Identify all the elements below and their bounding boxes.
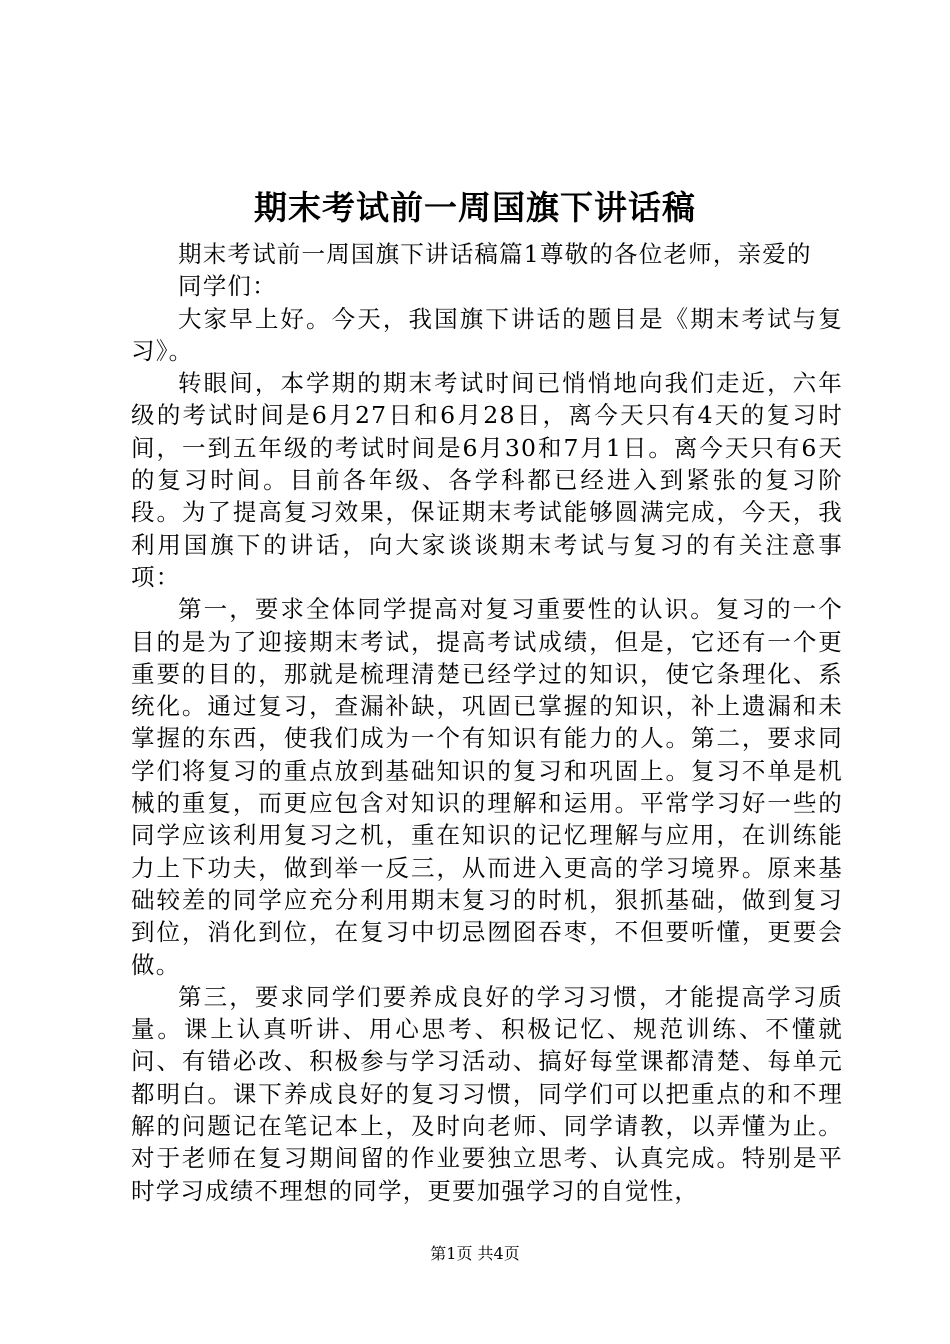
document-title: 期末考试前一周国旗下讲话稿 (254, 188, 696, 227)
paragraph-point-three: 第三，要求同学们要养成良好的学习习惯，才能提高学习质量。课上认真听讲、用心思考、积极记忆、规范训练、不懂就问、有错必改、积极参与学习活动、搞好每堂课都清楚、每单元都明白。课下养成良好的复习习惯，同学们可以把重点的和不理解的问题记在笔记本上，及时向老师、同学请教，以弄懂为止。对于老师在复习期间留的作业要独立思考、认真完成。特别是平时学习成绩不理想的同学，更要加强学习的自觉性， (131, 982, 843, 1205)
document-body (131, 238, 843, 1207)
paragraph-exam-schedule: 转眼间，本学期的期末考试时间已悄悄地向我们走近，六年级的考试时间是6月27日和6月28日，离今天只有4天的复习时间，一到五年级的考试时间是6月30和7月1日。离今天只有6天的复习时间。目前各年级、各学科都已经进入到紧张的复习阶段。为了提高复习效果，保证期末考试能够圆满完成，今天，我利用国旗下的讲话，向大家谈谈期末考试与复习的有关注意事项： (131, 369, 843, 591)
paragraph-intro: 期末考试前一周国旗下讲话稿篇1尊敬的各位老师，亲爱的 (178, 240, 812, 268)
paragraph-greeting: 同学们： (178, 272, 277, 301)
page-number-footer: 第1页 共4页 (430, 1244, 520, 1263)
paragraph-topic: 大家早上好。今天，我国旗下讲话的题目是《期末考试与复习》。 (131, 304, 843, 365)
paragraph-point-one-two: 第一，要求全体同学提高对复习重要性的认识。复习的一个目的是为了迎接期末考试，提高考试成绩，但是，它还有一个更重要的目的，那就是梳理清楚已经学过的知识，使它条理化、系统化。通过复习，查漏补缺，巩固已掌握的知识，补上遗漏和未掌握的东西，使我们成为一个有知识有能力的人。第二，要求同学们将复习的重点放到基础知识的复习和巩固上。复习不单是机械的重复，而更应包含对知识的理解和运用。平常学习好一些的同学应该利用复习之机，重在知识的记忆理解与应用，在训练能力上下功夫，做到举一反三，从而进入更高的学习境界。原来基础较差的同学应充分利用期末复习的时机，狠抓基础，做到复习到位，消化到位，在复习中切忌囫囵吞枣，不但要听懂，更要会做。 (131, 595, 843, 979)
